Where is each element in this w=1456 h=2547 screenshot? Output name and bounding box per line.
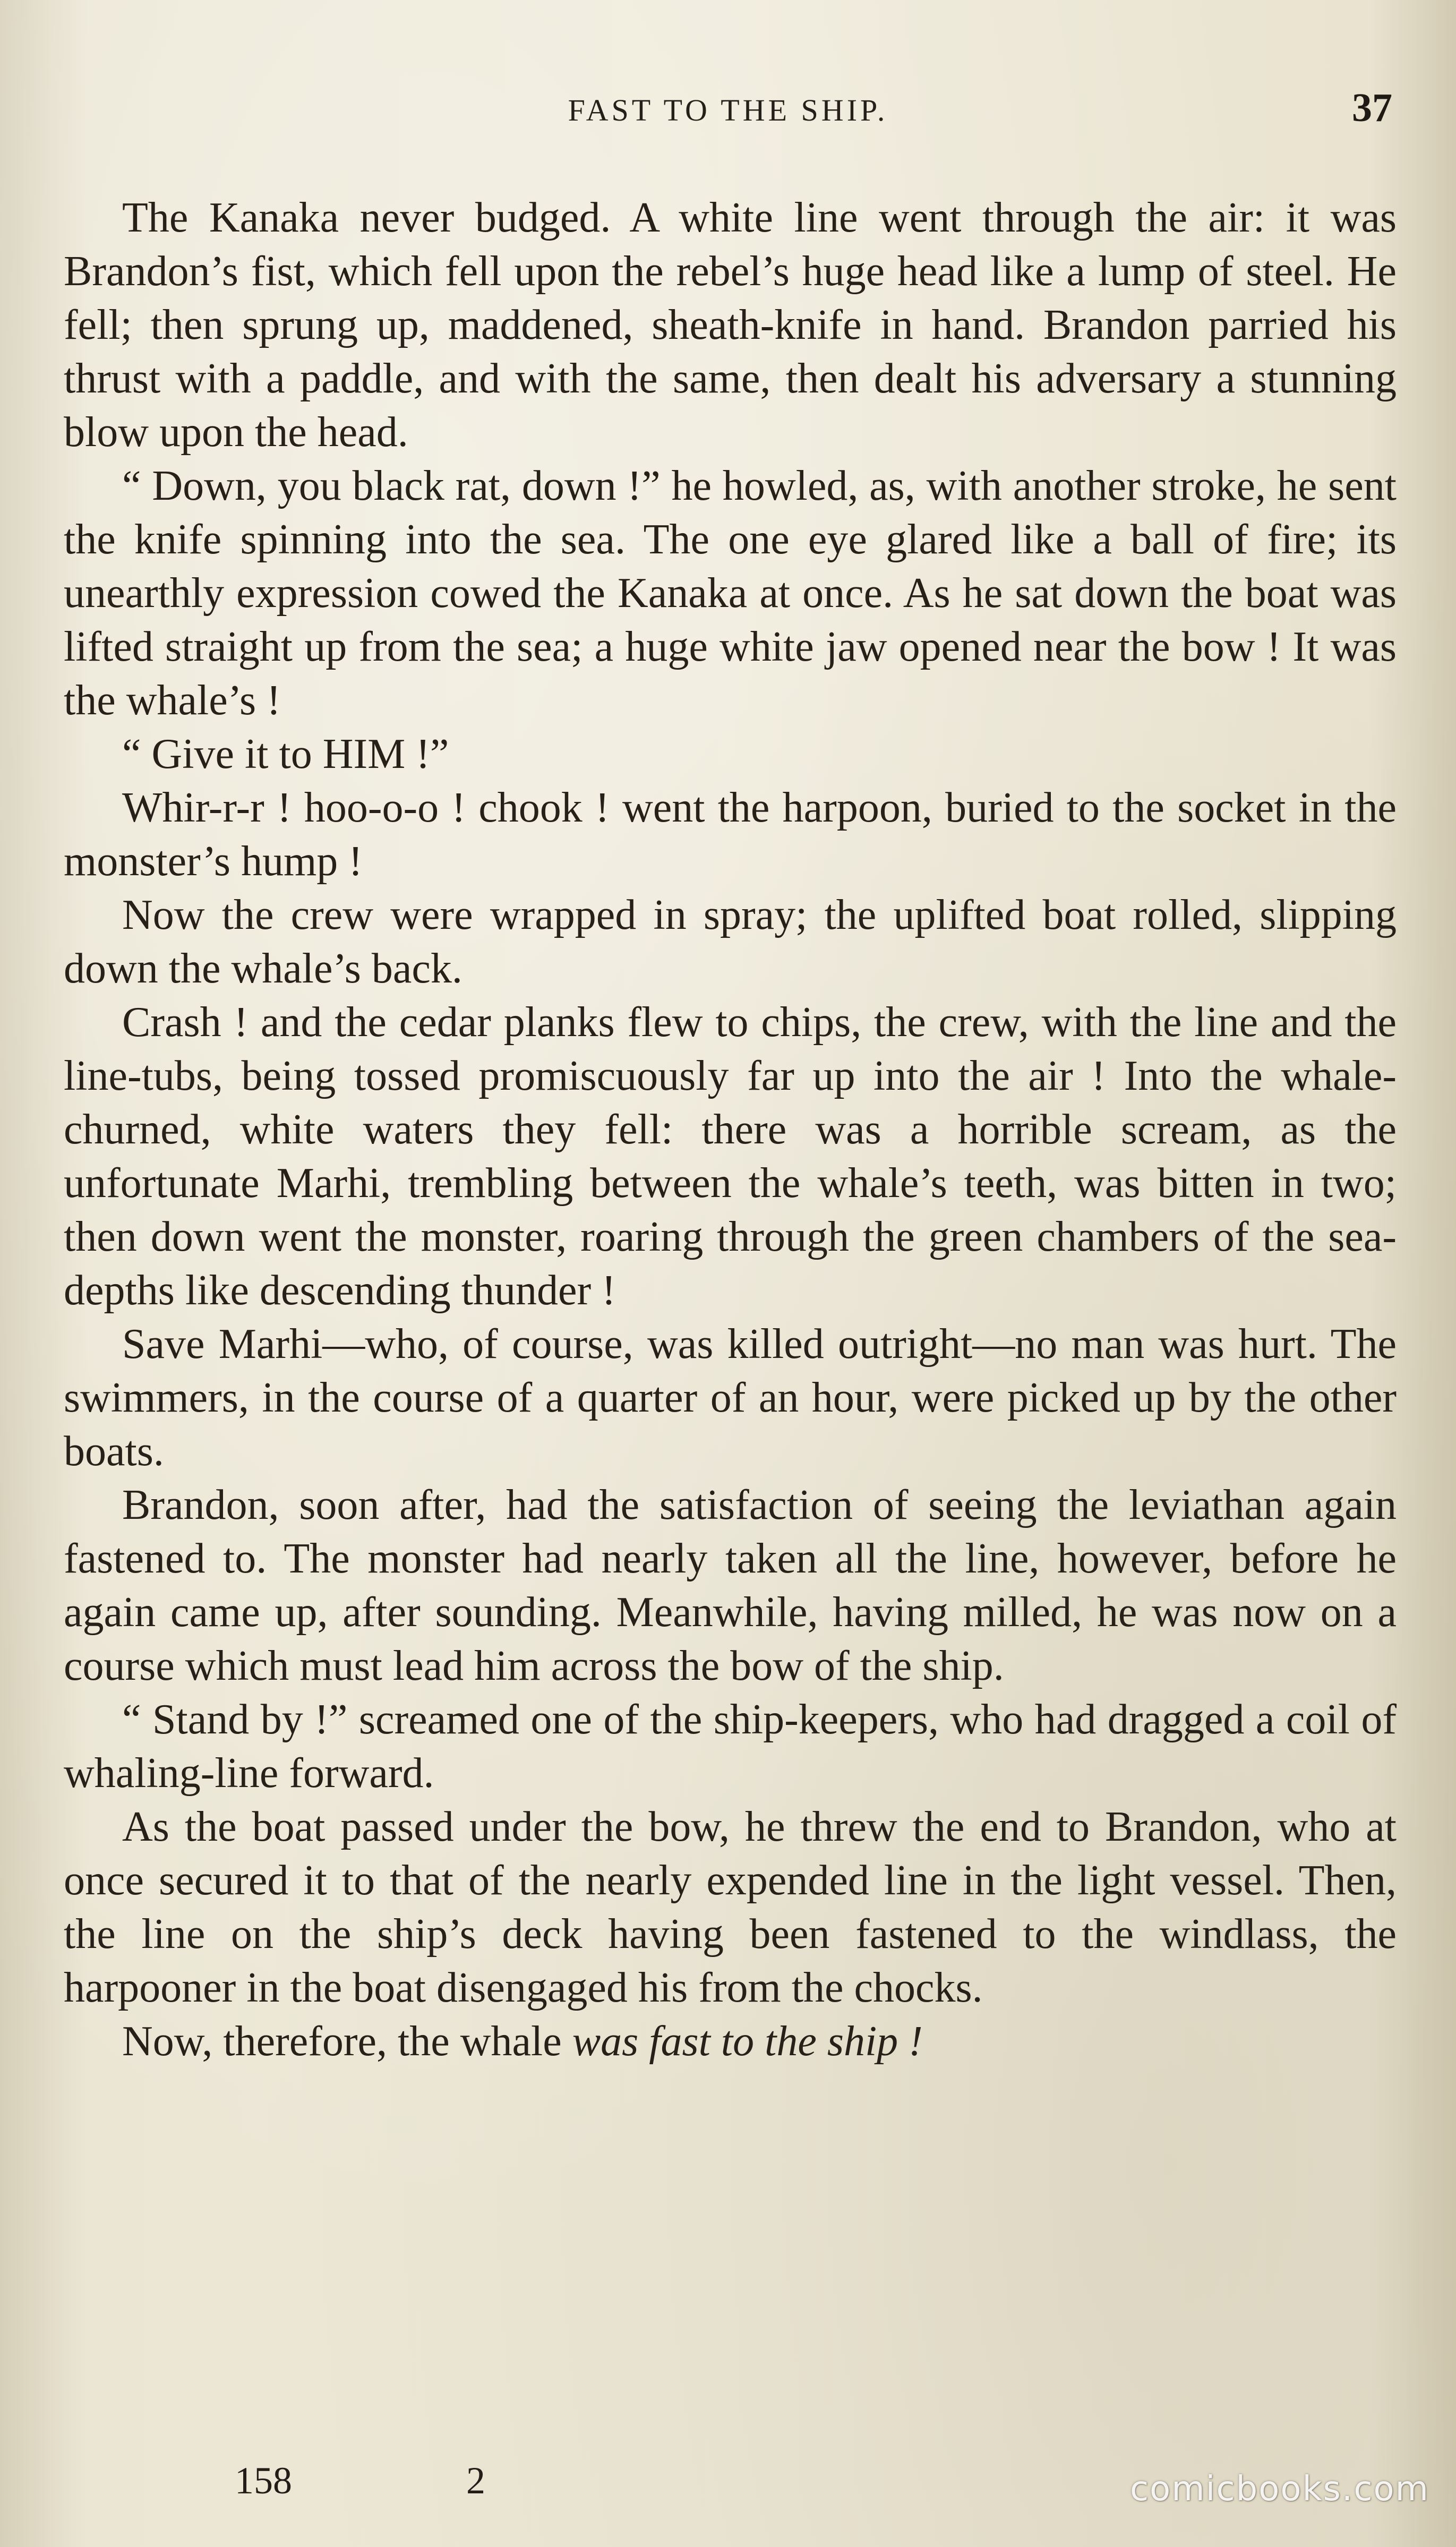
paragraph: Save Marhi—who, of course, was killed outright—no man was hurt. The swimmers, in the course of a quarter of an hour, were picked up by the other boats.: [64, 1321, 1397, 1475]
signature-mark: 158: [235, 2459, 292, 2502]
paragraph: The Kanaka never budged. A white line went through the air: it was Brandon’s fist, which fell upon the rebel’s huge head like a lump of steel. He fell; then sprung up, maddened, sheath-knife in hand. Brandon parried his thrust with a paddle, and with the same, then dealt his adversary a stunning blow upon the head.: [64, 194, 1397, 456]
paragraph: “ Stand by !” screamed one of the ship-keepers, who had dragged a coil of whaling-line forward.: [64, 1696, 1397, 1797]
paragraph: Whir-r-r ! hoo-o-o ! chook ! went the harpoon, buried to the socket in the monster’s hump !: [64, 784, 1397, 885]
running-head: [0, 85, 1456, 133]
final-paragraph-lead: Now, therefore, the whale: [122, 2018, 572, 2065]
paragraph: As the boat passed under the bow, he threw the end to Brandon, who at once secured it to that of the nearly expended line in the light vessel. Then, the line on the ship’s deck having been fastened to the windlass, the harpooner in the boat disengaged his from the chocks.: [64, 1804, 1397, 2011]
paragraph: Crash ! and the cedar planks flew to chips, the crew, with the line and the line-tubs, being tossed promiscuously far up into the air ! Into the whale-churned, white waters they fell: there was a horrible scream, as the unfortunate Marhi, trembling between the whale’s teeth, was bitten in two; then down went the monster, roaring through the green chambers of the sea-depths like descending thunder !: [64, 999, 1397, 1314]
paragraph: “ Down, you black rat, down !” he howled, as, with another stroke, he sent the knife spinning into the sea. The one eye glared like a ball of fire; its unearthly expression cowed the Kanaka at once. As he sat down the boat was lifted straight up from the sea; a huge white jaw opened near the bow ! It was the whale’s !: [64, 463, 1397, 724]
body-text: [64, 191, 1397, 2069]
paragraph: “ Give it to HIM !”: [122, 731, 449, 777]
paragraph: Now the crew were wrapped in spray; the uplifted boat rolled, slipping down the whale’s back.: [64, 892, 1397, 992]
paragraph: Brandon, soon after, had the satisfaction of seeing the leviathan again fastened to. The monster had nearly taken all the line, however, before he again came up, after sounding. Meanwhile, having milled, he was now on a course which must lead him across the bow of the ship.: [64, 1482, 1397, 1689]
page-number: 37: [1352, 86, 1392, 130]
running-title: FAST TO THE SHIP.: [568, 93, 888, 127]
final-paragraph-italic: was fast to the ship !: [572, 2018, 923, 2065]
watermark: comicbooks.com: [1129, 2469, 1429, 2509]
signature-number: 2: [466, 2459, 485, 2502]
final-paragraph: [64, 2015, 1397, 2069]
